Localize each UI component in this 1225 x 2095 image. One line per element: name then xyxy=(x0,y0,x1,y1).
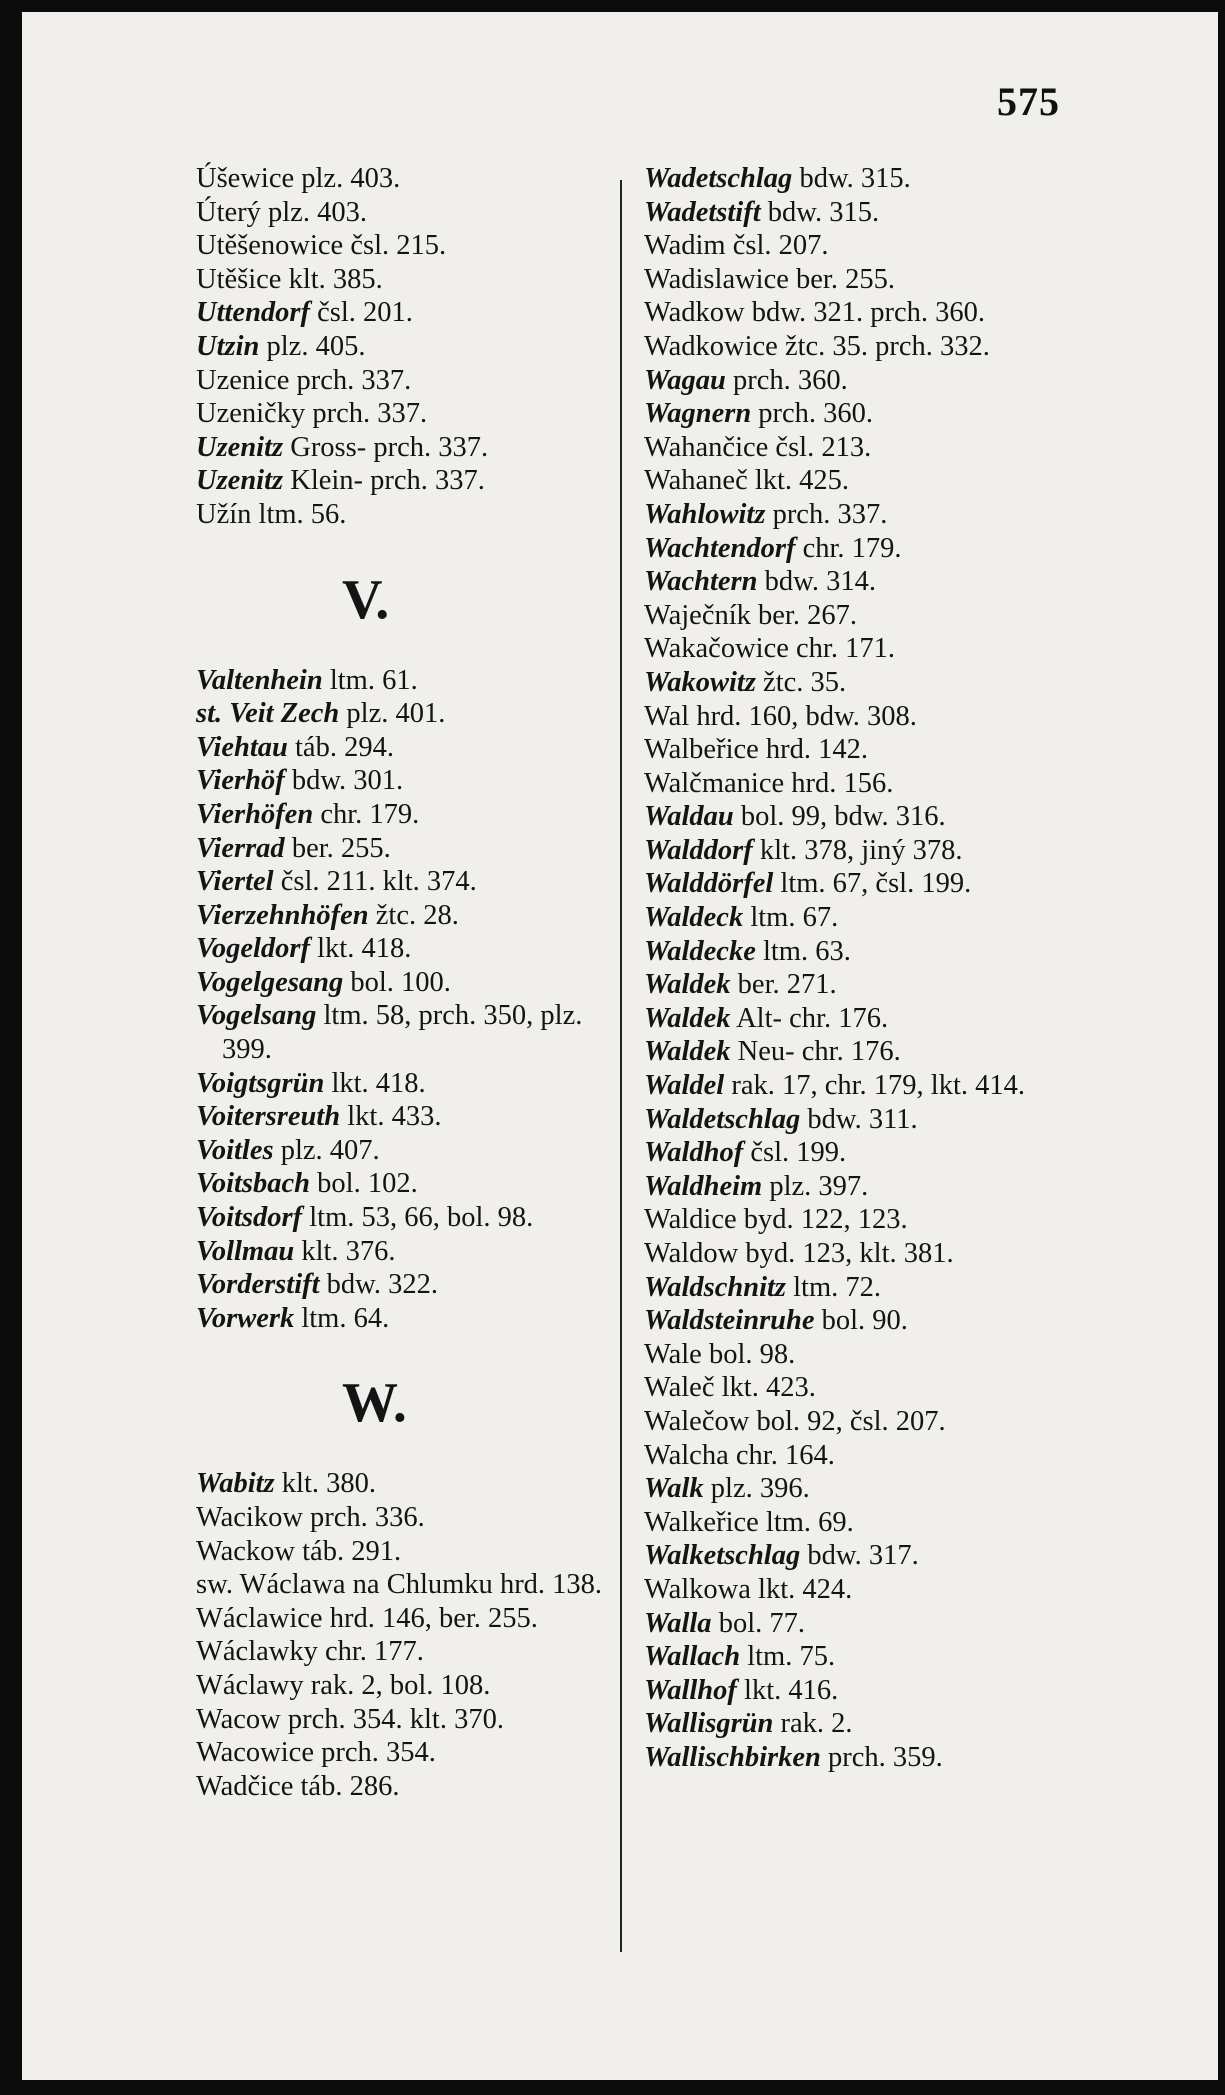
entry-term: Úšewice xyxy=(196,163,295,194)
entry-term: st. Veit Zech xyxy=(196,698,340,730)
entry-term: Waldheim xyxy=(644,1170,763,1202)
entry-reference: bol. 100. xyxy=(343,966,451,998)
index-entry xyxy=(644,632,1104,666)
entry-reference: rak. 2. xyxy=(773,1708,853,1740)
page-number: 575 xyxy=(997,79,1060,124)
entry-term: Waječník xyxy=(644,599,751,631)
entry-term: Wahlowitz xyxy=(644,498,766,530)
entry-reference: čsl. 211. klt. 374. xyxy=(273,866,477,898)
entry-term: Walbeřice xyxy=(644,734,759,766)
entry-reference: chr. 164. xyxy=(728,1439,835,1471)
index-entry xyxy=(196,196,636,230)
index-entry xyxy=(644,700,1104,734)
entry-reference: bol. 92, čsl. 207. xyxy=(749,1405,946,1437)
entry-term: Wahančice xyxy=(644,431,769,463)
index-entry xyxy=(196,1501,636,1535)
index-entry xyxy=(196,263,636,297)
entry-reference: prch. 337. xyxy=(305,398,428,430)
entry-reference: bol. 98. xyxy=(701,1338,796,1370)
entry-term: Wal xyxy=(644,700,690,732)
entry-term: Wáclawky xyxy=(196,1636,318,1668)
entry-reference: hrd. 146, ber. 255. xyxy=(322,1602,538,1634)
entry-term: Wallisgrün xyxy=(644,1708,774,1740)
entry-term: Utěšice xyxy=(196,263,282,295)
entry-reference: byd. 123, klt. 381. xyxy=(738,1238,954,1269)
index-entry xyxy=(196,431,636,465)
entry-reference: plz. 396. xyxy=(703,1473,810,1505)
entry-term: Wallach xyxy=(644,1641,741,1673)
entry-reference: ber. 267. xyxy=(750,599,857,631)
entry-term: Wadislawice xyxy=(644,263,789,295)
section-heading: W. xyxy=(342,1372,407,1435)
index-entry xyxy=(644,800,1104,834)
entry-term: Wadkowice xyxy=(644,330,778,362)
index-entry xyxy=(196,1268,636,1302)
index-entry xyxy=(196,1568,636,1602)
entry-term: Vogelgesang xyxy=(196,966,344,998)
entry-term: Wackow xyxy=(196,1535,295,1567)
index-entry xyxy=(644,968,1104,1002)
entry-reference: ber. 255. xyxy=(788,263,895,295)
entry-reference: táb. 286. xyxy=(293,1770,400,1802)
index-entry xyxy=(644,1002,1104,1036)
entry-reference: Klein- prch. 337. xyxy=(283,465,485,497)
entry-term: Waldau xyxy=(644,801,734,833)
entry-term: Vorwerk xyxy=(196,1302,295,1334)
entry-term: Utěšenowice xyxy=(196,230,344,262)
entry-reference: lkt. 425. xyxy=(747,465,850,497)
index-entry xyxy=(644,162,1104,196)
index-entry xyxy=(644,901,1104,935)
index-entry xyxy=(644,1439,1104,1473)
entry-reference: ltm. 53, 66, bol. 98. xyxy=(302,1202,534,1234)
entry-reference: čsl. 215. xyxy=(343,230,447,262)
index-entry xyxy=(644,1271,1104,1305)
index-entry xyxy=(196,229,636,263)
entry-term: Viehtau xyxy=(196,731,288,763)
entry-term: Valtenhein xyxy=(196,664,323,696)
index-entry xyxy=(644,666,1104,700)
entry-term: Walečow xyxy=(644,1405,750,1437)
index-entry xyxy=(196,932,636,966)
index-entry xyxy=(196,330,636,364)
entry-term: Walla xyxy=(644,1607,712,1639)
index-entry xyxy=(644,464,1104,498)
entry-term: Wagau xyxy=(644,364,726,396)
index-entry xyxy=(644,1338,1104,1372)
entry-reference: hrd. 156. xyxy=(784,767,894,799)
entry-term: Vogeldorf xyxy=(196,933,310,965)
entry-term: Waldeck xyxy=(644,902,744,934)
entry-reference: bdw. 314. xyxy=(757,566,876,598)
entry-reference: ltm. 67. xyxy=(743,902,839,934)
entry-term: Walčmanice xyxy=(644,767,785,799)
entry-term: Waleč xyxy=(644,1372,715,1404)
entry-term: Waldek xyxy=(644,969,731,1001)
entry-term: Walkeřice xyxy=(644,1506,759,1538)
entry-term: Waldschnitz xyxy=(644,1271,787,1303)
entry-term: Wale xyxy=(644,1338,702,1370)
entry-reference: ltm. 63. xyxy=(755,935,851,967)
entry-term: Uzenitz xyxy=(196,431,284,463)
index-entry xyxy=(644,1707,1104,1741)
index-entry xyxy=(196,999,636,1066)
entry-reference: chr. 171. xyxy=(788,633,895,665)
index-entry xyxy=(196,764,636,798)
entry-term: Úterý xyxy=(196,196,261,228)
entry-term: sw. Wáclawa na Chlumku xyxy=(196,1569,493,1601)
entry-term: Užín xyxy=(196,498,252,530)
entry-reference: hrd. 160, bdw. 308. xyxy=(689,700,917,732)
entry-term: Wadetschlag xyxy=(644,163,793,194)
entry-reference: Gross- prch. 337. xyxy=(283,431,489,463)
entry-reference: hrd. 142. xyxy=(758,734,869,766)
index-entry xyxy=(644,498,1104,532)
index-entry xyxy=(196,296,636,330)
entry-reference: lkt. 433. xyxy=(340,1101,442,1133)
index-entry xyxy=(644,1640,1104,1674)
entry-term: Wachtern xyxy=(644,566,758,598)
index-entry xyxy=(644,1607,1104,1641)
index-entry xyxy=(196,1067,636,1101)
index-entry xyxy=(196,162,636,196)
index-entry xyxy=(644,1405,1104,1439)
index-entry xyxy=(644,1035,1104,1069)
entry-reference: čsl. 207. xyxy=(725,230,829,262)
entry-reference: ltm. 69. xyxy=(758,1506,854,1538)
entry-reference: bol. 77. xyxy=(711,1607,805,1639)
entry-term: Wacikow xyxy=(196,1502,303,1533)
index-entry xyxy=(196,1167,636,1201)
entry-term: Viertel xyxy=(196,866,274,898)
index-entry xyxy=(196,1703,636,1737)
entry-reference: lkt. 424. xyxy=(750,1573,853,1605)
entry-reference: čsl. 201. xyxy=(310,297,413,329)
index-entry xyxy=(196,1602,636,1636)
entry-reference: bdw. 317. xyxy=(800,1540,919,1572)
entry-reference: rak. 17, chr. 179, lkt. 414. xyxy=(724,1070,1026,1102)
index-entry xyxy=(196,1302,636,1336)
index-entry xyxy=(644,1170,1104,1204)
entry-reference: bdw. 315. xyxy=(760,196,880,228)
entry-term: Wachtendorf xyxy=(644,532,796,564)
entry-reference: čsl. 213. xyxy=(768,431,872,463)
entry-term: Wacow xyxy=(196,1703,281,1735)
entry-reference: plz. 403. xyxy=(260,196,367,228)
index-entry xyxy=(644,330,1104,364)
entry-term: Vollmau xyxy=(196,1235,295,1267)
entry-term: Voitles xyxy=(196,1134,274,1166)
index-entry xyxy=(644,532,1104,566)
entry-reference: žtc. 35. prch. 332. xyxy=(777,330,990,362)
entry-reference: bol. 102. xyxy=(310,1168,418,1200)
entry-term: Wadkow xyxy=(644,297,745,329)
entry-reference: plz. 397. xyxy=(762,1170,869,1202)
entry-reference: prch. 337. xyxy=(765,498,888,530)
entry-term: Wakačowice xyxy=(644,633,789,665)
entry-reference: bdw. 322. xyxy=(319,1269,439,1301)
entry-term: Wahaneč xyxy=(644,465,748,497)
entry-reference: klt. 376. xyxy=(294,1235,396,1267)
index-entry xyxy=(196,1770,636,1804)
entry-reference: bdw. 315. xyxy=(792,163,911,194)
entry-term: Walcha xyxy=(644,1439,729,1471)
entry-term: Wallhof xyxy=(644,1674,737,1706)
entry-term: Vogelsang xyxy=(196,1000,317,1032)
entry-reference: ltm. 64. xyxy=(294,1302,390,1334)
index-entry xyxy=(196,1535,636,1569)
index-entry xyxy=(644,397,1104,431)
index-entry xyxy=(644,1674,1104,1708)
entry-term: Wáclawice xyxy=(196,1602,323,1634)
entry-reference: táb. 291. xyxy=(295,1535,402,1567)
entry-term: Waldek xyxy=(644,1036,731,1068)
entry-term: Wáclawy xyxy=(196,1669,304,1701)
index-entry xyxy=(644,196,1104,230)
entry-reference: klt. 380. xyxy=(274,1468,376,1500)
index-entry xyxy=(644,1136,1104,1170)
entry-reference: ltm. 61. xyxy=(322,664,418,696)
entry-reference: ltm. 58, prch. 350, plz. 399. xyxy=(222,1000,583,1066)
entry-reference: lkt. 416. xyxy=(736,1674,839,1706)
index-entry xyxy=(644,263,1104,297)
entry-term: Vierrad xyxy=(196,832,285,864)
entry-reference: plz. 407. xyxy=(273,1134,380,1166)
index-entry xyxy=(644,1371,1104,1405)
entry-term: Wallischbirken xyxy=(644,1741,821,1773)
index-entry xyxy=(196,899,636,933)
index-entry xyxy=(644,1472,1104,1506)
right-column xyxy=(644,162,1104,1775)
entry-term: Waldhof xyxy=(644,1137,744,1169)
entry-reference: prch. 336. xyxy=(302,1502,425,1533)
entry-term: Waldel xyxy=(644,1070,725,1102)
index-entry xyxy=(196,1134,636,1168)
entry-term: Wadčice xyxy=(196,1770,294,1802)
entry-reference: klt. 385. xyxy=(281,263,383,295)
entry-term: Voitersreuth xyxy=(196,1101,341,1133)
entry-reference: táb. 294. xyxy=(287,731,394,763)
entry-reference: bdw. 321. prch. 360. xyxy=(744,297,985,329)
index-entry xyxy=(644,733,1104,767)
index-entry xyxy=(196,731,636,765)
entry-reference: prch. 354. klt. 370. xyxy=(280,1703,504,1735)
entry-term: Uzeničky xyxy=(196,398,306,430)
index-entry xyxy=(644,364,1104,398)
entry-term: Waldsteinruhe xyxy=(644,1305,815,1337)
entry-reference: chr. 179. xyxy=(313,798,420,830)
entry-term: Vierhöf xyxy=(196,765,285,797)
index-entry xyxy=(644,867,1104,901)
entry-term: Wakowitz xyxy=(644,666,756,698)
index-entry xyxy=(196,1100,636,1134)
entry-reference: hrd. 138. xyxy=(492,1569,603,1601)
index-entry xyxy=(644,935,1104,969)
entry-reference: lkt. 418. xyxy=(310,933,412,965)
index-entry xyxy=(644,1203,1104,1237)
entry-reference: ltm. 72. xyxy=(786,1271,882,1303)
index-entry xyxy=(196,464,636,498)
index-entry xyxy=(196,1467,636,1501)
index-entry xyxy=(196,498,636,532)
entry-term: Waldow xyxy=(644,1238,739,1269)
entry-reference: žtc. 35. xyxy=(755,666,847,698)
entry-reference: chr. 179. xyxy=(795,532,902,564)
entry-term: Voitsdorf xyxy=(196,1202,303,1234)
index-entry xyxy=(644,1741,1104,1775)
entry-term: Voigtsgrün xyxy=(196,1067,325,1099)
entry-reference: bdw. 311. xyxy=(800,1103,918,1135)
book-page xyxy=(22,12,1218,2080)
entry-reference: prch. 360. xyxy=(751,398,874,430)
index-entry xyxy=(196,397,636,431)
entry-term: Wagnern xyxy=(644,398,752,430)
entry-reference: byd. 122, 123. xyxy=(736,1204,908,1236)
index-entry xyxy=(644,1069,1104,1103)
entry-reference: prch. 337. xyxy=(289,364,412,396)
index-entry xyxy=(644,1237,1104,1271)
index-entry xyxy=(196,865,636,899)
entry-reference: ltm. 67, čsl. 199. xyxy=(773,868,972,900)
entry-term: Vierzehnhöfen xyxy=(196,899,369,931)
index-entry xyxy=(644,834,1104,868)
entry-term: Walkowa xyxy=(644,1573,751,1605)
index-entry xyxy=(196,966,636,1000)
index-entry xyxy=(644,1304,1104,1338)
index-entry xyxy=(196,798,636,832)
index-entry xyxy=(644,431,1104,465)
index-entry xyxy=(196,364,636,398)
index-entry xyxy=(196,1669,636,1703)
entry-term: Walketschlag xyxy=(644,1540,801,1572)
entry-term: Wabitz xyxy=(196,1468,275,1500)
index-entry xyxy=(196,664,636,698)
entry-reference: čsl. 199. xyxy=(743,1137,847,1169)
index-entry xyxy=(196,1235,636,1269)
index-entry xyxy=(196,832,636,866)
entry-term: Voitsbach xyxy=(196,1168,311,1200)
left-column xyxy=(196,162,636,1803)
entry-term: Uzenitz xyxy=(196,465,284,497)
index-entry xyxy=(196,1736,636,1770)
entry-reference: lkt. 423. xyxy=(714,1372,816,1404)
entry-reference: plz. 405. xyxy=(259,330,366,362)
index-entry xyxy=(644,565,1104,599)
entry-term: Uttendorf xyxy=(196,297,310,329)
entry-reference: lkt. 418. xyxy=(324,1067,426,1099)
index-entry xyxy=(196,1635,636,1669)
entry-reference: bol. 90. xyxy=(814,1305,908,1337)
index-entry xyxy=(196,1201,636,1235)
entry-term: Walddorf xyxy=(644,834,753,866)
entry-reference: ber. 255. xyxy=(284,832,391,864)
entry-reference: žtc. 28. xyxy=(368,899,459,931)
index-entry xyxy=(644,767,1104,801)
entry-term: Vorderstift xyxy=(196,1269,320,1301)
entry-reference: prch. 359. xyxy=(820,1741,943,1773)
index-entry xyxy=(644,229,1104,263)
entry-term: Waldice xyxy=(644,1204,737,1236)
entry-reference: ltm. 75. xyxy=(740,1641,836,1673)
entry-term: Wadim xyxy=(644,230,726,262)
index-entry xyxy=(644,1539,1104,1573)
index-entry xyxy=(644,599,1104,633)
entry-term: Walddörfel xyxy=(644,868,774,900)
entry-term: Waldek xyxy=(644,1002,731,1034)
index-entry xyxy=(644,1506,1104,1540)
entry-reference: klt. 378, jiný 378. xyxy=(752,834,963,866)
entry-term: Waldetschlag xyxy=(644,1103,801,1135)
entry-term: Waldecke xyxy=(644,935,756,967)
entry-reference: chr. 177. xyxy=(317,1636,424,1668)
entry-reference: plz. 403. xyxy=(294,163,401,194)
entry-term: Uzenice xyxy=(196,364,290,396)
entry-reference: Neu- chr. 176. xyxy=(730,1036,901,1068)
index-entry xyxy=(196,697,636,731)
entry-reference: plz. 401. xyxy=(339,698,446,730)
entry-reference: prch. 354. xyxy=(313,1737,436,1769)
column-divider xyxy=(620,180,622,1952)
index-entry xyxy=(644,296,1104,330)
entry-reference: bol. 99, bdw. 316. xyxy=(733,801,946,833)
section-heading: V. xyxy=(342,568,390,631)
entry-term: Utzin xyxy=(196,330,260,362)
entry-term: Vierhöfen xyxy=(196,798,314,830)
entry-term: Walk xyxy=(644,1473,704,1505)
index-entry xyxy=(644,1573,1104,1607)
entry-reference: ltm. 56. xyxy=(251,498,347,530)
entry-reference: bdw. 301. xyxy=(284,765,404,797)
entry-reference: rak. 2, bol. 108. xyxy=(303,1669,491,1701)
entry-reference: prch. 360. xyxy=(725,364,848,396)
entry-term: Wacowice xyxy=(196,1737,314,1769)
entry-reference: Alt- chr. 176. xyxy=(730,1002,889,1034)
index-entry xyxy=(644,1103,1104,1137)
entry-term: Wadetstift xyxy=(644,196,761,228)
entry-reference: ber. 271. xyxy=(730,969,837,1001)
